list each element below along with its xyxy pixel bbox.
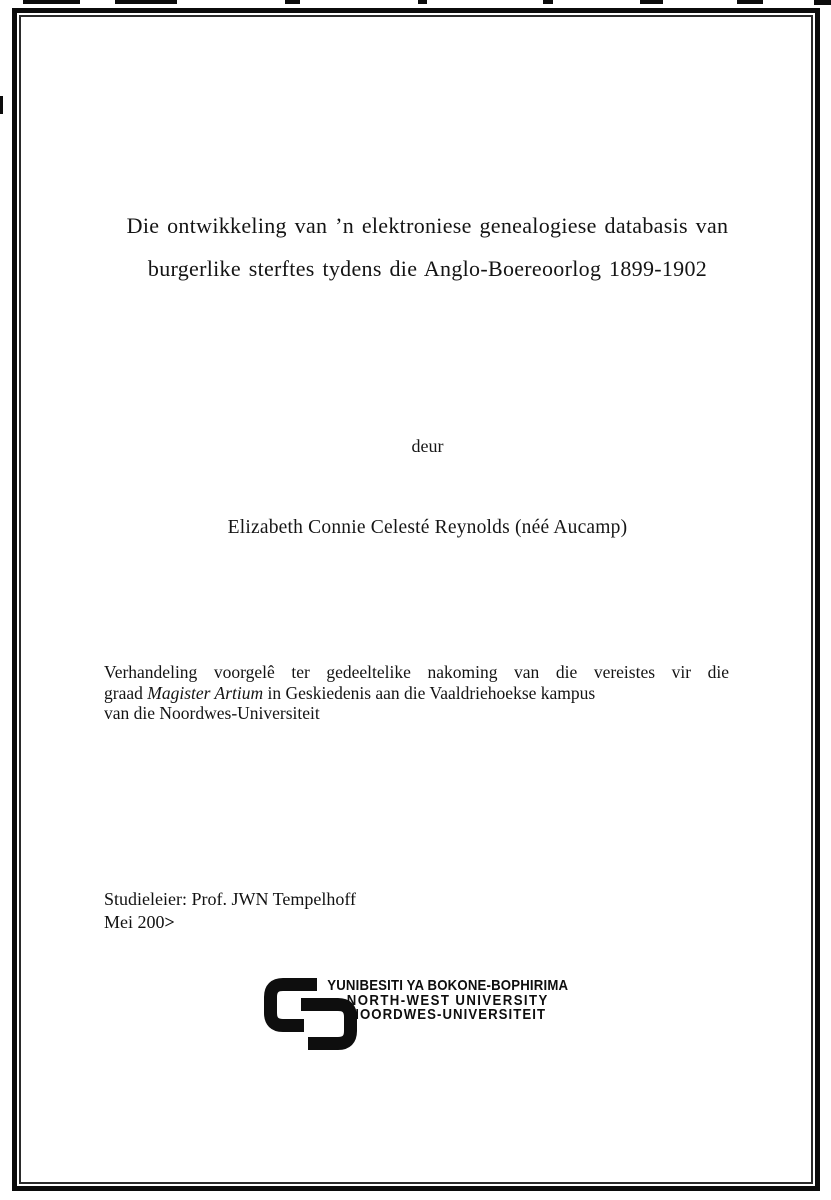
scan-artifact [543, 0, 553, 4]
scan-artifact [285, 0, 300, 4]
scan-artifact [737, 0, 763, 4]
logo-text-setswana: YUNIBESITI YA BOKONE-BOPHIRIMA [327, 977, 569, 994]
degree-name: Magister Artium [147, 682, 264, 703]
scan-artifact [23, 0, 80, 4]
date-text: Mei 200 [104, 911, 165, 932]
scan-artifact [115, 0, 177, 4]
statement-line-3: van die Noordwes-Universiteit [104, 703, 320, 723]
statement-line-2-prefix: graad [104, 682, 148, 703]
title-line-1: Die ontwikkeling van ’n elektroniese genealogiese databasis van [126, 213, 729, 238]
supervisor-line: Studieleier: Prof. JWN Tempelhoff [104, 889, 357, 909]
supervisor-block [104, 888, 356, 933]
logo-text-afrikaans: NOORDWES-UNIVERSITEIT [349, 1006, 547, 1024]
scan-artifact [640, 0, 663, 4]
university-logo-text [321, 979, 574, 1023]
statement-line-2-suffix: in Geskiedenis aan die Vaaldriehoekse kampus [263, 682, 596, 703]
author-name: Elizabeth Connie Celesté Reynolds (néé Aucamp) [227, 517, 628, 538]
statement-line-1: Verhandeling voorgelê ter gedeeltelike nakoming van die vereistes vir die [104, 662, 729, 682]
scan-artifact [418, 0, 427, 4]
scan-artifact [0, 96, 3, 114]
date-line [104, 911, 356, 934]
submission-statement [104, 662, 729, 724]
logo-text-english: NORTH-WEST UNIVERSITY [346, 991, 549, 1009]
scan-artifact [814, 0, 831, 5]
date-glyph: > [164, 911, 174, 932]
title-line-2: burgerlike sterftes tydens die Anglo-Boereoorlog 1899-1902 [147, 256, 708, 281]
university-logo [257, 971, 577, 1056]
byline: deur [411, 436, 444, 456]
page-title [12, 204, 831, 290]
statement-line-2 [104, 683, 729, 704]
